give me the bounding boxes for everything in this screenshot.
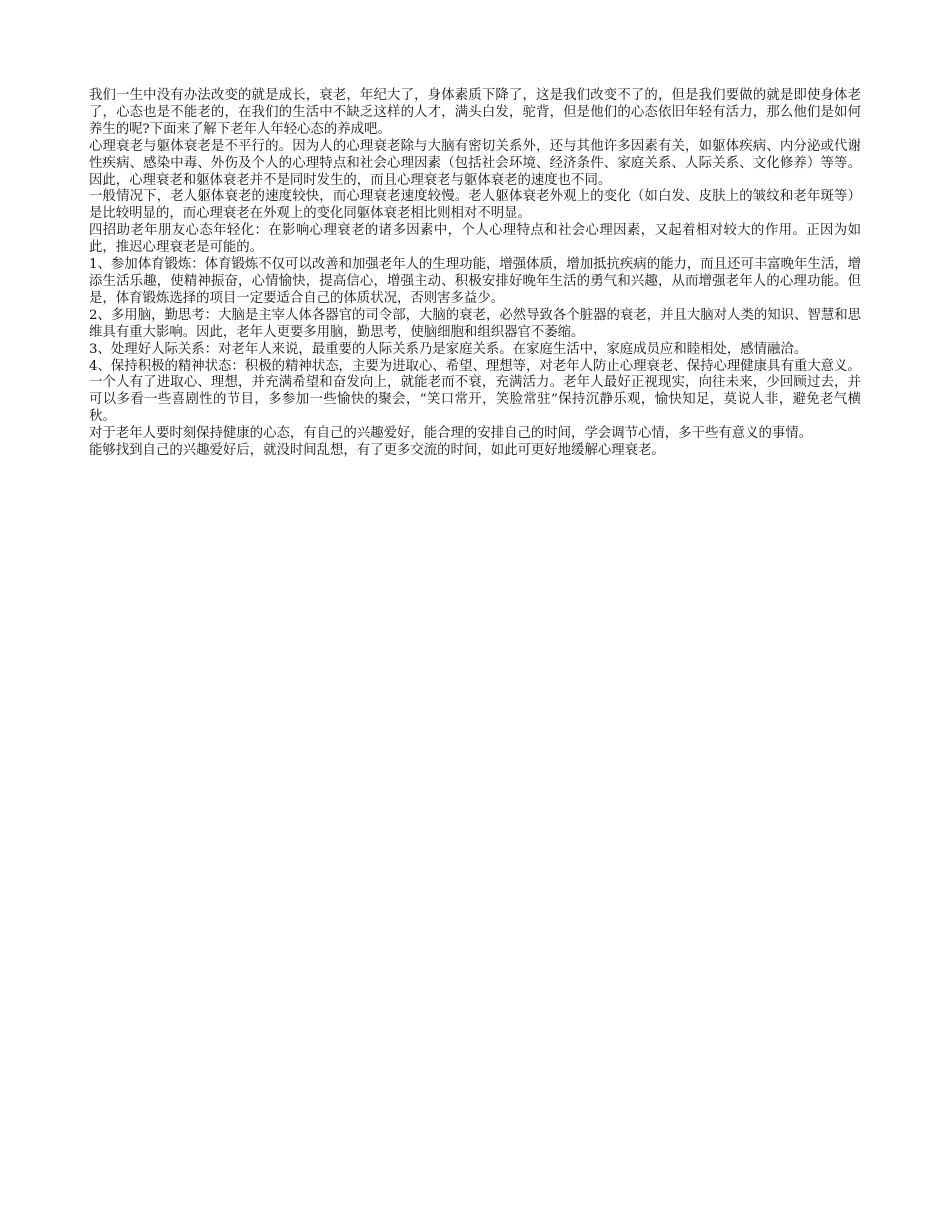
paragraph-psych-vs-body: 心理衰老与躯体衰老是不平行的。因为人的心理衰老除与大脑有密切关系外，还与其他许多因素有关，如躯体疾病、内分泌或代谢性疾病、感染中毒、外伤及个人的心理特点和社会心理因素（包括社会环境、经济条件、家庭关系、人际关系、文化修养）等等。因此，心理衰老和躯体衰老并不是同时发生的，而且心理衰老与躯体衰老的速度也不同。 — [89, 138, 861, 188]
paragraph-tip-positive: 4、保持积极的精神状态：积极的精神状态，主要为进取心、希望、理想等，对老年人防止心理衰老、保持心理健康具有重大意义。 — [89, 358, 861, 374]
paragraph-healthy-mind: 对于老年人要时刻保持健康的心态，有自己的兴趣爱好，能合理的安排自己的时间，学会调节心情，多干些有意义的事情。 — [89, 426, 813, 442]
paragraph-tip-exercise: 1、参加体育锻炼：体育锻炼不仅可以改善和加强老年人的生理功能，增强体质，增加抵抗疾病的能力，而且还可丰富晚年生活，增添生活乐趣，使精神振奋，心情愉快，提高信心，增强主动、积极安排好晚年生活的勇气和兴趣，从而增强老年人的心理功能。但是，体育锻炼选择的项目一定要适合自己的体质状况，否则害多益少。 — [89, 257, 861, 306]
paragraph-conclusion: 能够找到自己的兴趣爱好后，就没时间乱想，有了更多交流的时间，如此可更好地缓解心理衰老。 — [89, 443, 665, 459]
paragraph-stay-young: 一个人有了进取心、理想，并充满希望和奋发向上，就能老而不衰，充满活力。老年人最好正视现实，向往未来，少回顾过去，并可以多看一些喜剧性的节目，多参加一些愉快的聚会，“笑口常开，笑脸常驻”保持沉静乐观，愉快知足，莫说人非，避免老气横秋。 — [89, 375, 861, 425]
paragraph-aging-speed: 一般情况下，老人躯体衰老的速度较快，而心理衰老速度较慢。老人躯体衰老外观上的变化（如白发、皮肤上的皱纹和老年斑等）是比较明显的，而心理衰老在外观上的变化同躯体衰老相比则相对不明显。 — [89, 189, 861, 222]
paragraph-tip-think: 2、多用脑，勤思考：大脑是主宰人体各器官的司令部，大脑的衰老，必然导致各个脏器的衰老，并且大脑对人类的知识、智慧和思维具有重大影响。因此，老年人更要多用脑，勤思考，使脑细胞和组织器官不萎缩。 — [89, 307, 861, 340]
document-body — [89, 88, 861, 460]
paragraph-four-tips-intro: 四招助老年朋友心态年轻化：在影响心理衰老的诸多因素中，个人心理特点和社会心理因素，又起着相对较大的作用。正因为如此，推迟心理衰老是可能的。 — [89, 223, 861, 256]
paragraph-intro: 我们一生中没有办法改变的就是成长，衰老，年纪大了，身体素质下降了，这是我们改变不了的，但是我们要做的就是即使身体老了，心态也是不能老的，在我们的生活中不缺乏这样的人才，满头白发，驼背，但是他们的心态依旧年轻有活力，那么他们是如何养生的呢?下面来了解下老年人年轻心态的养成吧。 — [89, 88, 861, 137]
paragraph-tip-relations: 3、处理好人际关系：对老年人来说，最重要的人际关系乃是家庭关系。在家庭生活中，家庭成员应和睦相处，感情融洽。 — [89, 341, 808, 357]
